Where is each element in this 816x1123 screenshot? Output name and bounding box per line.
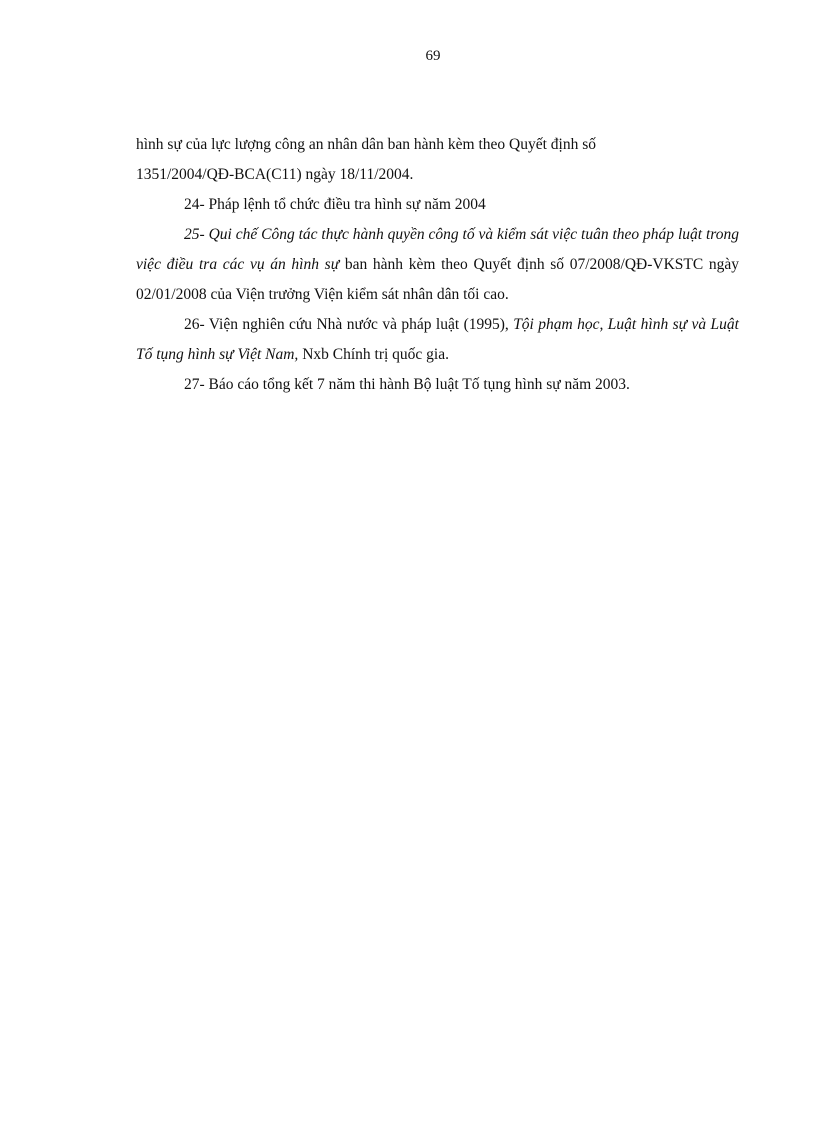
reference-continuation-line-2: 1351/2004/QĐ-BCA(C11) ngày 18/11/2004. [136,166,414,183]
reference-continuation-line-1: hình sự của lực lượng công an nhân dân ban hành kèm theo Quyết định số [136,136,596,153]
reference-item-25-rest: ban hành kèm theo Quyết định số 07/2008/QĐ-VKSTC ngày 02/01/2008 của Viện trưởng Viện kiểm sát nhân dân tối cao. [136,256,739,303]
reference-item-25 [136,220,739,310]
reference-item-26 [136,310,739,370]
reference-list [136,130,739,400]
reference-item-24: 24- Pháp lệnh tổ chức điều tra hình sự năm 2004 [184,196,486,213]
reference-item-26-prefix: 26- Viện nghiên cứu Nhà nước và pháp luật (1995), [184,316,514,333]
reference-item-25-prefix: 25- [184,226,209,243]
reference-item-26-title: Tội phạm học, Luật hình sự và Luật Tố tụng hình sự Việt Nam, [136,316,739,363]
reference-item-25-title: Qui chế Công tác thực hành quyền công tố và kiểm sát việc tuân theo pháp luật trong việc điều tra các vụ án hình sự [136,226,739,273]
reference-continuation [136,130,739,190]
reference-item-27: 27- Báo cáo tổng kết 7 năm thi hành Bộ luật Tố tụng hình sự năm 2003. [184,376,630,393]
page-number: 69 [425,48,441,64]
reference-item-26-rest: Nxb Chính trị quốc gia. [298,346,449,363]
